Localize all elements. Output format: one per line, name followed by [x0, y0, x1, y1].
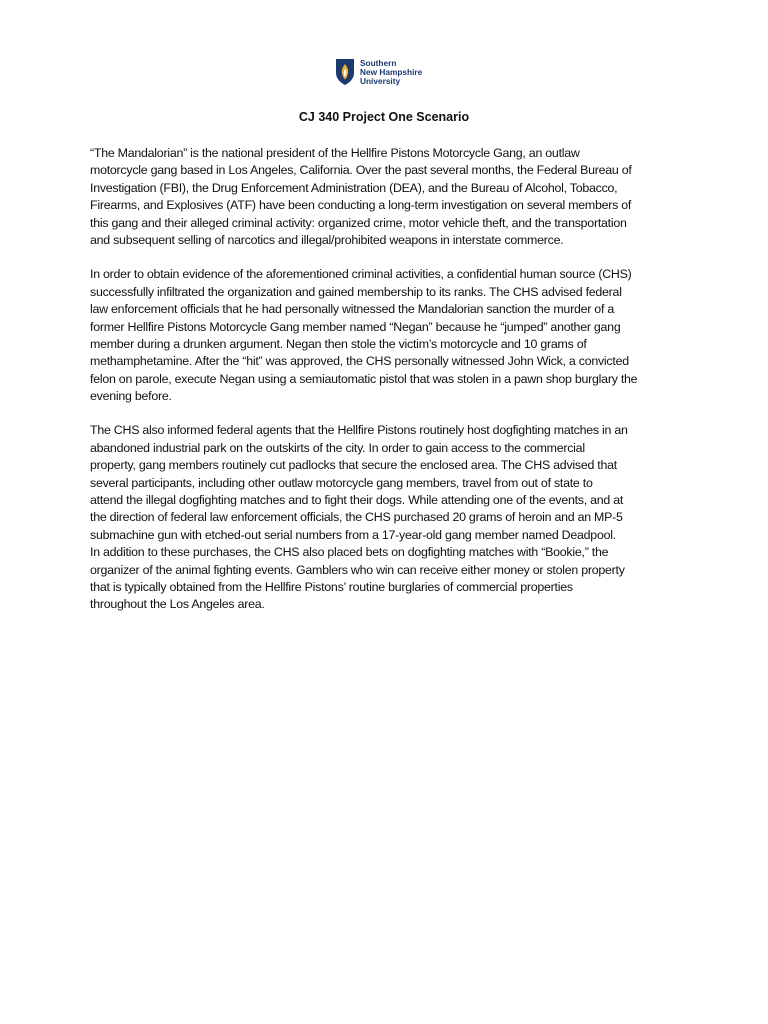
text-line: evening before. — [90, 389, 172, 404]
text-line: this gang and their alleged criminal activity: organized crime, motor vehicle theft, and the transportation — [90, 215, 627, 230]
text-line: former Hellfire Pistons Motorcycle Gang member named “Negan” because he “jumped” another gang — [90, 319, 621, 334]
text-line: Investigation (FBI), the Drug Enforcement Administration (DEA), and the Bureau of Alcohol, Tobacco, — [90, 180, 618, 195]
paragraph-3 — [90, 422, 690, 613]
text-line: organizer of the animal fighting events. Gamblers who win can receive either money or stolen property — [90, 562, 625, 577]
logo-wordmark — [360, 59, 422, 86]
text-line: throughout the Los Angeles area. — [90, 597, 265, 612]
text-line: In addition to these purchases, the CHS also placed bets on dogfighting matches with “Bookie,” the — [90, 545, 609, 560]
logo-line-2: New Hampshire — [360, 66, 423, 77]
university-logo — [335, 56, 445, 88]
text-line: submachine gun with etched-out serial numbers from a 17-year-old gang member named Deadpool. — [90, 527, 616, 542]
paragraph-2 — [90, 266, 690, 405]
text-line: several participants, including other outlaw motorcycle gang members, travel from out of state to — [90, 475, 593, 490]
logo-line-1: Southern — [360, 57, 397, 68]
text-line: property, gang members routinely cut padlocks that secure the enclosed area. The CHS advised that — [90, 458, 617, 473]
text-line: The CHS also informed federal agents that the Hellfire Pistons routinely host dogfighting matches in an — [90, 423, 628, 438]
text-line: “The Mandalorian” is the national president of the Hellfire Pistons Motorcycle Gang, an outlaw — [90, 146, 580, 160]
text-line: felon on parole, execute Negan using a semiautomatic pistol that was stolen in a pawn shop burglary the — [90, 371, 638, 386]
text-line: law enforcement officials that he had personally witnessed the Mandalorian sanction the murder of a — [90, 302, 614, 317]
text-line: methamphetamine. After the “hit” was approved, the CHS personally witnessed John Wick, a convicted — [90, 354, 629, 369]
text-line: In order to obtain evidence of the aforementioned criminal activities, a confidential human source (CHS) — [90, 267, 632, 282]
document-title: CJ 340 Project One Scenario — [298, 110, 470, 124]
text-line: Firearms, and Explosives (ATF) have been conducting a long-term investigation on several members of — [90, 198, 632, 213]
text-line: attend the illegal dogfighting matches and to fight their dogs. While attending one of the events, and at — [90, 493, 624, 508]
shield-flame-icon — [335, 58, 355, 86]
text-line: member during a drunken argument. Negan then stole the victim’s motorcycle and 10 grams of — [90, 336, 587, 351]
text-line: the direction of federal law enforcement officials, the CHS purchased 20 grams of heroin and an MP-5 — [90, 510, 623, 525]
text-line: and subsequent selling of narcotics and illegal/prohibited weapons in interstate commerce. — [90, 232, 564, 247]
text-line: motorcycle gang based in Los Angeles, California. Over the past several months, the Federal Bureau of — [90, 163, 632, 178]
text-line: abandoned industrial park on the outskirts of the city. In order to gain access to the commercial — [90, 440, 585, 455]
paragraph-1 — [90, 145, 690, 249]
logo-line-3: University — [360, 75, 401, 86]
text-line: that is typically obtained from the Hellfire Pistons’ routine burglaries of commercial properties — [90, 579, 573, 594]
document-body — [90, 145, 690, 631]
text-line: successfully infiltrated the organization and gained membership to its ranks. The CHS advised federal — [90, 284, 622, 299]
